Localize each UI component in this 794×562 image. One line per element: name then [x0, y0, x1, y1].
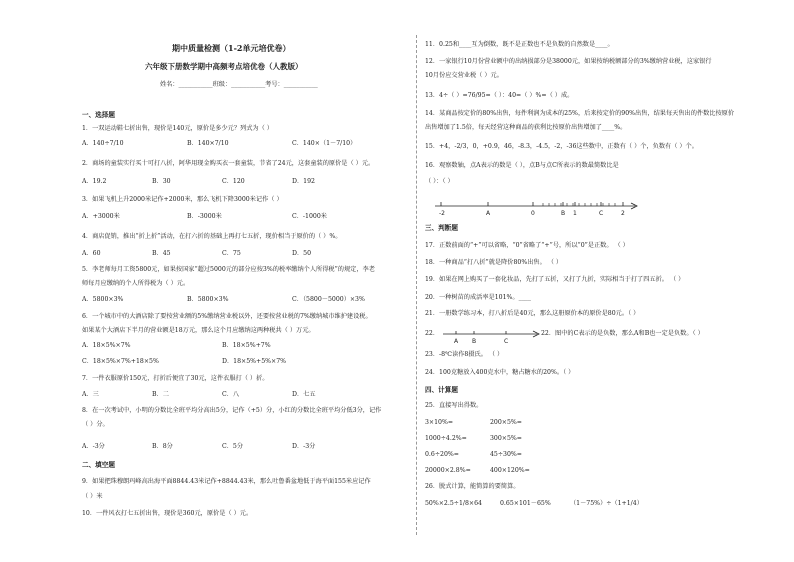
q6-option-c: C．18×5%×7%+18×5%: [82, 358, 159, 365]
question-22: 22．图中的C表示的是负数，那么A和B也一定是负数。（ ）: [541, 330, 704, 337]
q1-option-a: A．140÷7/10: [82, 140, 124, 147]
q6-option-b: B．18×5%+7%: [222, 342, 271, 349]
question-7: 7．一件衣服原价150元，打折后便宜了30元，这件衣服打（ ）折。: [82, 375, 269, 382]
question-20: 20．一种树苗的成活率是101%。____: [425, 294, 531, 301]
number-line-q16: [433, 196, 643, 220]
q8-option-a: A．-3分: [82, 443, 105, 450]
q2-option-d: D．192: [292, 178, 315, 185]
axis-tick-label: 0: [531, 210, 535, 217]
axis-tick-label: A: [486, 210, 491, 217]
number-line-q22: [441, 328, 541, 346]
question-1: 1．一双运动鞋七折出售，现价是140元，原价是多少元？列式为（ ）: [82, 125, 273, 132]
question-2: 2．商场的童装实行买十可打八折，阿华用现金购买衣一套童装，节省了24元，这套童装的原价是（ ）元。: [82, 160, 375, 167]
question-26: 26．脱式计算，能简算的要简算。: [425, 483, 520, 490]
calc-item: 3×10%=: [425, 419, 454, 426]
question-8-line2: （ ）分。: [82, 421, 109, 428]
axis-tick-label: 1: [573, 210, 577, 217]
question-3: 3．如果飞机上升2000米记作+2000米，那么飞机下降3000米记作（ ）: [82, 196, 283, 203]
q22-label-c: C: [504, 338, 509, 345]
calc-item: 1000÷4.2%=: [425, 435, 467, 442]
q2-option-b: B．30: [152, 178, 171, 185]
q3-option-a: A．+3000米: [82, 213, 120, 220]
section-judge-title: 三、判断题: [425, 224, 458, 232]
section-choice-title: 一、选择题: [82, 111, 115, 119]
question-16-line1: 16．观察数轴，点A表示的数是（ ），点B与点C所表示的数最简数比是: [425, 162, 619, 169]
calc-item: 300×5%=: [490, 435, 522, 442]
column-divider: [416, 35, 417, 535]
calc-item: 200×5%=: [490, 419, 522, 426]
calc-item: 20000×2.8%=: [425, 467, 471, 474]
q26-expression-2: 0.65×101－65%: [500, 500, 551, 507]
question-11: 11．0.25和____互为倒数，既不是正数也不是负数的自然数是____。: [425, 41, 614, 48]
section-calc-title: 四、计算题: [425, 386, 458, 394]
q6-option-d: D．18×5%+5%×7%: [222, 358, 287, 365]
question-8-line1: 8．在一次考试中，小明的分数比全班平均分高出5分，记作（+5）分，小红的分数比全班平均分低3分，记作: [82, 407, 382, 414]
question-25: 25．直接写出得数。: [425, 402, 483, 409]
calc-item: 45÷30%=: [490, 451, 522, 458]
axis-tick-label: -2: [439, 210, 445, 217]
q4-option-a: A．60: [82, 250, 101, 257]
q5-option-a: A．5800×3%: [82, 296, 124, 303]
q2-option-c: C．120: [222, 178, 245, 185]
axis-tick-label: C: [599, 210, 604, 217]
question-13: 13．4÷（ ）=76/95=（ ）：40=（ ）%=（ ）成。: [425, 92, 574, 99]
question-16-line2: （ ）：（ ）: [425, 178, 454, 185]
q7-option-d: D．七五: [292, 391, 316, 398]
q5-option-c: C．（5800－5000）×3%: [292, 296, 365, 303]
q8-option-b: B．8分: [152, 443, 173, 450]
q4-option-d: D．50: [292, 250, 312, 257]
question-10: 10．一件风衣打七五折出售，现价是360元，原价是（ ）元。: [82, 510, 253, 517]
q4-option-b: B．45: [152, 250, 171, 257]
question-15: 15．+4，-2/3，0，+0.9，46，-8.3，-4.5，-2，-36这些数中，正数有（ ）个，负数有（ ）个。: [425, 143, 698, 150]
axis-tick-label: B: [561, 210, 566, 217]
question-17: 17．正数前面的“+”可以省略，“0”省略了“+”号，所以“0”是正数。 （ ）: [425, 242, 629, 249]
student-info-line: 姓名：___________班级：___________考号：___________: [160, 81, 318, 88]
question-14-line1: 14．某商品按定价的80%出售，每件利润为成本的25%，后来按定价的90%出售，结果每天售出的件数比按原价: [425, 110, 735, 117]
question-24: 24．100克糖放入400克水中，糖占糖水的20%。（ ）: [425, 369, 575, 376]
q3-option-b: B．-3000米: [187, 213, 222, 220]
question-22-number: 22．: [425, 330, 440, 337]
q7-option-b: B．二: [152, 391, 169, 398]
q22-label-a: A: [454, 338, 459, 345]
section-fill-title: 二、填空题: [82, 461, 115, 469]
question-9-line1: 9．如果把珠穆朗玛峰高出海平面8844.43米记作+8844.43米，那么吐鲁番盆地低于海平面155米应记作: [82, 478, 371, 485]
q7-option-a: A．三: [82, 391, 99, 398]
question-23: 23．-8℃读作8摄氏。 （ ）: [425, 351, 504, 358]
question-12-line1: 12．一家银行10月份营业额中的出纳损部分是38000元，如果按纳税额部分的3%缴纳营业税，这家银行: [425, 58, 712, 65]
calc-item: 0.6÷20%=: [425, 451, 459, 458]
q7-option-c: C．八: [222, 391, 240, 398]
calc-item: 400×120%=: [490, 467, 530, 474]
question-5-line1: 5．李老师每月工资5800元，如果按国家“超过5000元的部分应按3%的税率缴纳个人所得税”的规定，李老: [82, 266, 375, 273]
q26-expression-3: （1－75%）÷（1+1/4）: [570, 500, 643, 507]
q5-option-b: B．5800×3%: [187, 296, 229, 303]
q6-option-a: A．18×5%×7%: [82, 342, 131, 349]
question-4: 4．商店促销，推出“折上折”活动，在打六折的基础上再打七五折，现价相当于原价的（ ）%。: [82, 233, 342, 240]
q1-option-c: C．140×（1－7/10）: [292, 140, 357, 147]
question-5-line2: 师每月应缴纳的个人所得税为（ ）元。: [82, 280, 190, 287]
q8-option-d: D．-3分: [292, 443, 316, 450]
q26-expression-1: 50%×2.5÷1/8×64: [425, 500, 482, 507]
q4-option-c: C．75: [222, 250, 241, 257]
question-6-line1: 6．一个城市中的大酒店除了要按营业额的5%缴纳营业税以外，还要按营业税的7%缴纳城市维护建设税。: [82, 313, 372, 320]
question-21: 21．一册数学练习本，打八折后是40元，那么这册原价本的原价是80元。（ ）: [425, 310, 640, 317]
question-18: 18．一种商品“打八折”就是降价80%出售。 （ ）: [425, 259, 563, 266]
question-12-line2: 10月份应交营业税（ ）元。: [425, 72, 503, 79]
axis-tick-label: 2: [621, 210, 625, 217]
exam-title: 期中质量检测（1-2单元培优卷）: [172, 43, 291, 53]
q3-option-c: C．-1000米: [292, 213, 327, 220]
question-19: 19．如果在网上购买了一套化妆品，先打了五折，又打了九折，实际相当于打了四五折。 （ ）: [425, 276, 685, 283]
q2-option-a: A．19.2: [82, 178, 107, 185]
q22-label-b: B: [472, 338, 477, 345]
question-14-line2: 出售增加了1.5倍，每天经营这种商品的获利比按原价出售增加了____%。: [425, 124, 627, 131]
question-6-line2: 如果某个大酒店下半月的营业额是18万元，那么这个月应缴纳这两种税共（ ）万元。: [82, 327, 315, 334]
question-9-line2: （ ）米: [82, 493, 103, 500]
exam-subtitle: 六年级下册数学期中高频考点培优卷（人教版）: [145, 62, 303, 71]
q8-option-c: C．5分: [222, 443, 244, 450]
q1-option-b: B．140×7/10: [187, 140, 229, 147]
